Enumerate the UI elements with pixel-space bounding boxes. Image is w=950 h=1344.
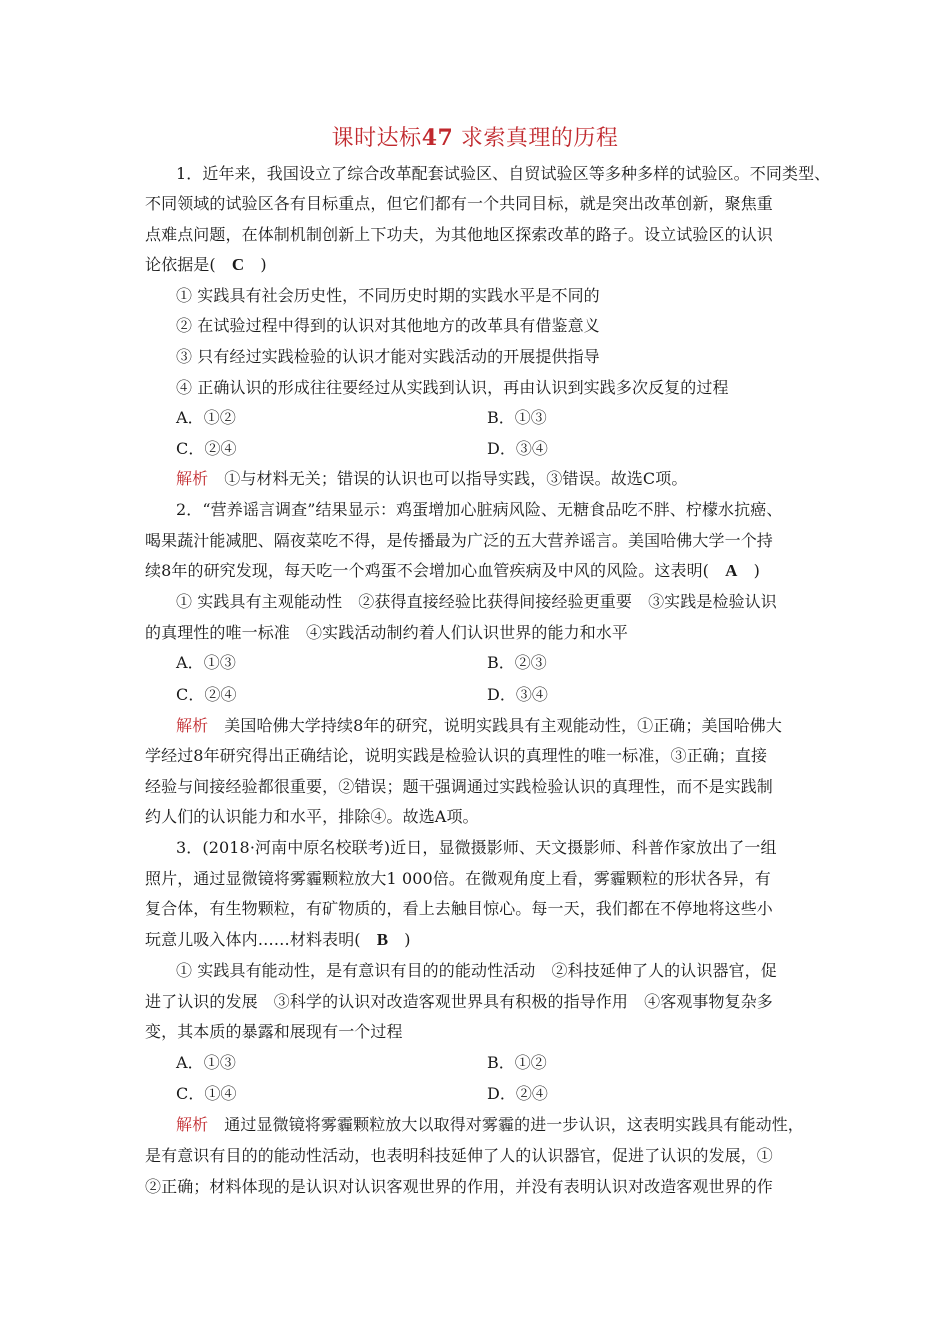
- q3-stem-line: 照片，通过显微镜将雾霾颗粒放大1 000倍。在微观角度上看，雾霾颗粒的形状各异，有: [145, 869, 771, 888]
- q1-close: ): [244, 255, 267, 274]
- q3-analysis: [176, 1115, 813, 1135]
- q1-item: ② 在试验过程中得到的认识对其他地方的改革具有借鉴意义: [176, 316, 600, 335]
- q1-option-c: C．②④: [176, 439, 237, 458]
- q1-option-d: D．③④: [487, 439, 548, 458]
- q2-option-d: D．③④: [487, 685, 548, 704]
- q3-item: 进了认识的发展 ③科学的认识对改造客观世界具有积极的指导作用 ④客观事物复杂多: [145, 992, 773, 1011]
- q2-analysis-line: 约人们的认识能力和水平，排除④。故选A项。: [145, 807, 479, 826]
- q3-analysis-line: 是有意识有目的的能动性活动，也表明科技延伸了人的认识器官，促进了认识的发展，①: [145, 1146, 773, 1165]
- q1-stem-line: 1．近年来，我国设立了综合改革配套试验区、自贸试验区等多种多样的试验区。不同类型、: [176, 164, 831, 183]
- q2-analysis-line: 经验与间接经验都很重要，②错误；题干强调通过实践检验认识的真理性，而不是实践制: [145, 777, 773, 796]
- q1-analysis-text: ①与材料无关；错误的认识也可以指导实践，③错误。故选C项。: [208, 469, 688, 488]
- analysis-label: 解析: [176, 716, 209, 735]
- q3-option-b: B．①②: [487, 1053, 547, 1072]
- q1-stem-end: 论依据是(: [145, 255, 232, 274]
- q2-item: 的真理性的唯一标准 ④实践活动制约着人们认识世界的能力和水平: [145, 623, 629, 642]
- title-number: 47: [421, 125, 454, 151]
- q3-stem-line: 3．(2018·河南中原名校联考)近日，显微摄影师、天文摄影师、科普作家放出了一组: [176, 838, 777, 857]
- q2-analysis-text: 美国哈佛大学持续8年的研究，说明实践具有主观能动性，①正确；美国哈佛大: [208, 716, 782, 735]
- q2-stem-line: 2．“营养谣言调查”结果显示：鸡蛋增加心脏病风险、无糖食品吃不胖、柠檬水抗癌、: [176, 500, 783, 519]
- q1-option-a: A．①②: [176, 408, 236, 427]
- q1-stem-line: 点难点问题，在体制机制创新上下功夫，为其他地区探索改革的路子。设立试验区的认识: [145, 225, 773, 244]
- title-prefix: 课时达标: [331, 126, 422, 151]
- analysis-label: 解析: [176, 1115, 209, 1134]
- q1-answer: C: [231, 255, 245, 274]
- q2-item: ① 实践具有主观能动性 ②获得直接经验比获得间接经验更重要 ③实践是检验认识: [176, 592, 777, 611]
- q2-analysis-line: 学经过8年研究得出正确结论，说明实践是检验认识的真理性的唯一标准，③正确；直接: [145, 746, 768, 765]
- q1-stem-line: [145, 255, 813, 275]
- q1-analysis: [176, 469, 813, 489]
- q2-analysis: [176, 716, 813, 736]
- q3-option-a: A．①③: [176, 1053, 236, 1072]
- q1-item: ③ 只有经过实践检验的认识才能对实践活动的开展提供指导: [176, 347, 600, 366]
- q3-answer: B: [376, 930, 389, 949]
- analysis-label: 解析: [176, 469, 209, 488]
- q1-item: ① 实践具有社会历史性，不同历史时期的实践水平是不同的: [176, 286, 600, 305]
- q3-stem-line: [145, 930, 813, 950]
- q3-analysis-line: ②正确；材料体现的是认识对认识客观世界的作用，并没有表明认识对改造客观世界的作: [145, 1177, 773, 1196]
- q2-stem-line: 喝果蔬汁能减肥、隔夜菜吃不得，是传播最为广泛的五大营养谣言。美国哈佛大学一个持: [145, 531, 773, 550]
- title-suffix: 求索真理的历程: [460, 126, 619, 151]
- q3-stem-end: 玩意儿吸入体内……材料表明(: [145, 930, 377, 949]
- page-title: [0, 121, 950, 152]
- q2-option-b: B．②③: [487, 653, 547, 672]
- q1-option-b: B．①③: [487, 408, 547, 427]
- q3-stem-line: 复合体，有生物颗粒，有矿物质的，看上去触目惊心。每一天，我们都在不停地将这些小: [145, 899, 773, 918]
- q3-item: 变，其本质的暴露和展现有一个过程: [145, 1022, 403, 1041]
- q2-close: ): [737, 561, 760, 580]
- q3-close: ): [388, 930, 411, 949]
- q2-stem-end: 续8年的研究发现，每天吃一个鸡蛋不会增加心血管疾病及中风的风险。这表明(: [145, 561, 726, 580]
- q3-item: ① 实践具有能动性，是有意识有目的的能动性活动 ②科技延伸了人的认识器官，促: [176, 961, 777, 980]
- q2-answer: A: [725, 561, 738, 580]
- q3-analysis-text: 通过显微镜将雾霾颗粒放大以取得对雾霾的进一步认识，这表明实践具有能动性，: [208, 1115, 804, 1134]
- q1-item: ④ 正确认识的形成往往要经过从实践到认识，再由认识到实践多次反复的过程: [176, 378, 729, 397]
- q1-stem-line: 不同领域的试验区各有目标重点，但它们都有一个共同目标，就是突出改革创新，聚焦重: [145, 194, 773, 213]
- q2-option-a: A．①③: [176, 653, 236, 672]
- q2-stem-line: [145, 561, 813, 581]
- q3-option-c: C．①④: [176, 1084, 237, 1103]
- q3-option-d: D．②④: [487, 1084, 548, 1103]
- q2-option-c: C．②④: [176, 685, 237, 704]
